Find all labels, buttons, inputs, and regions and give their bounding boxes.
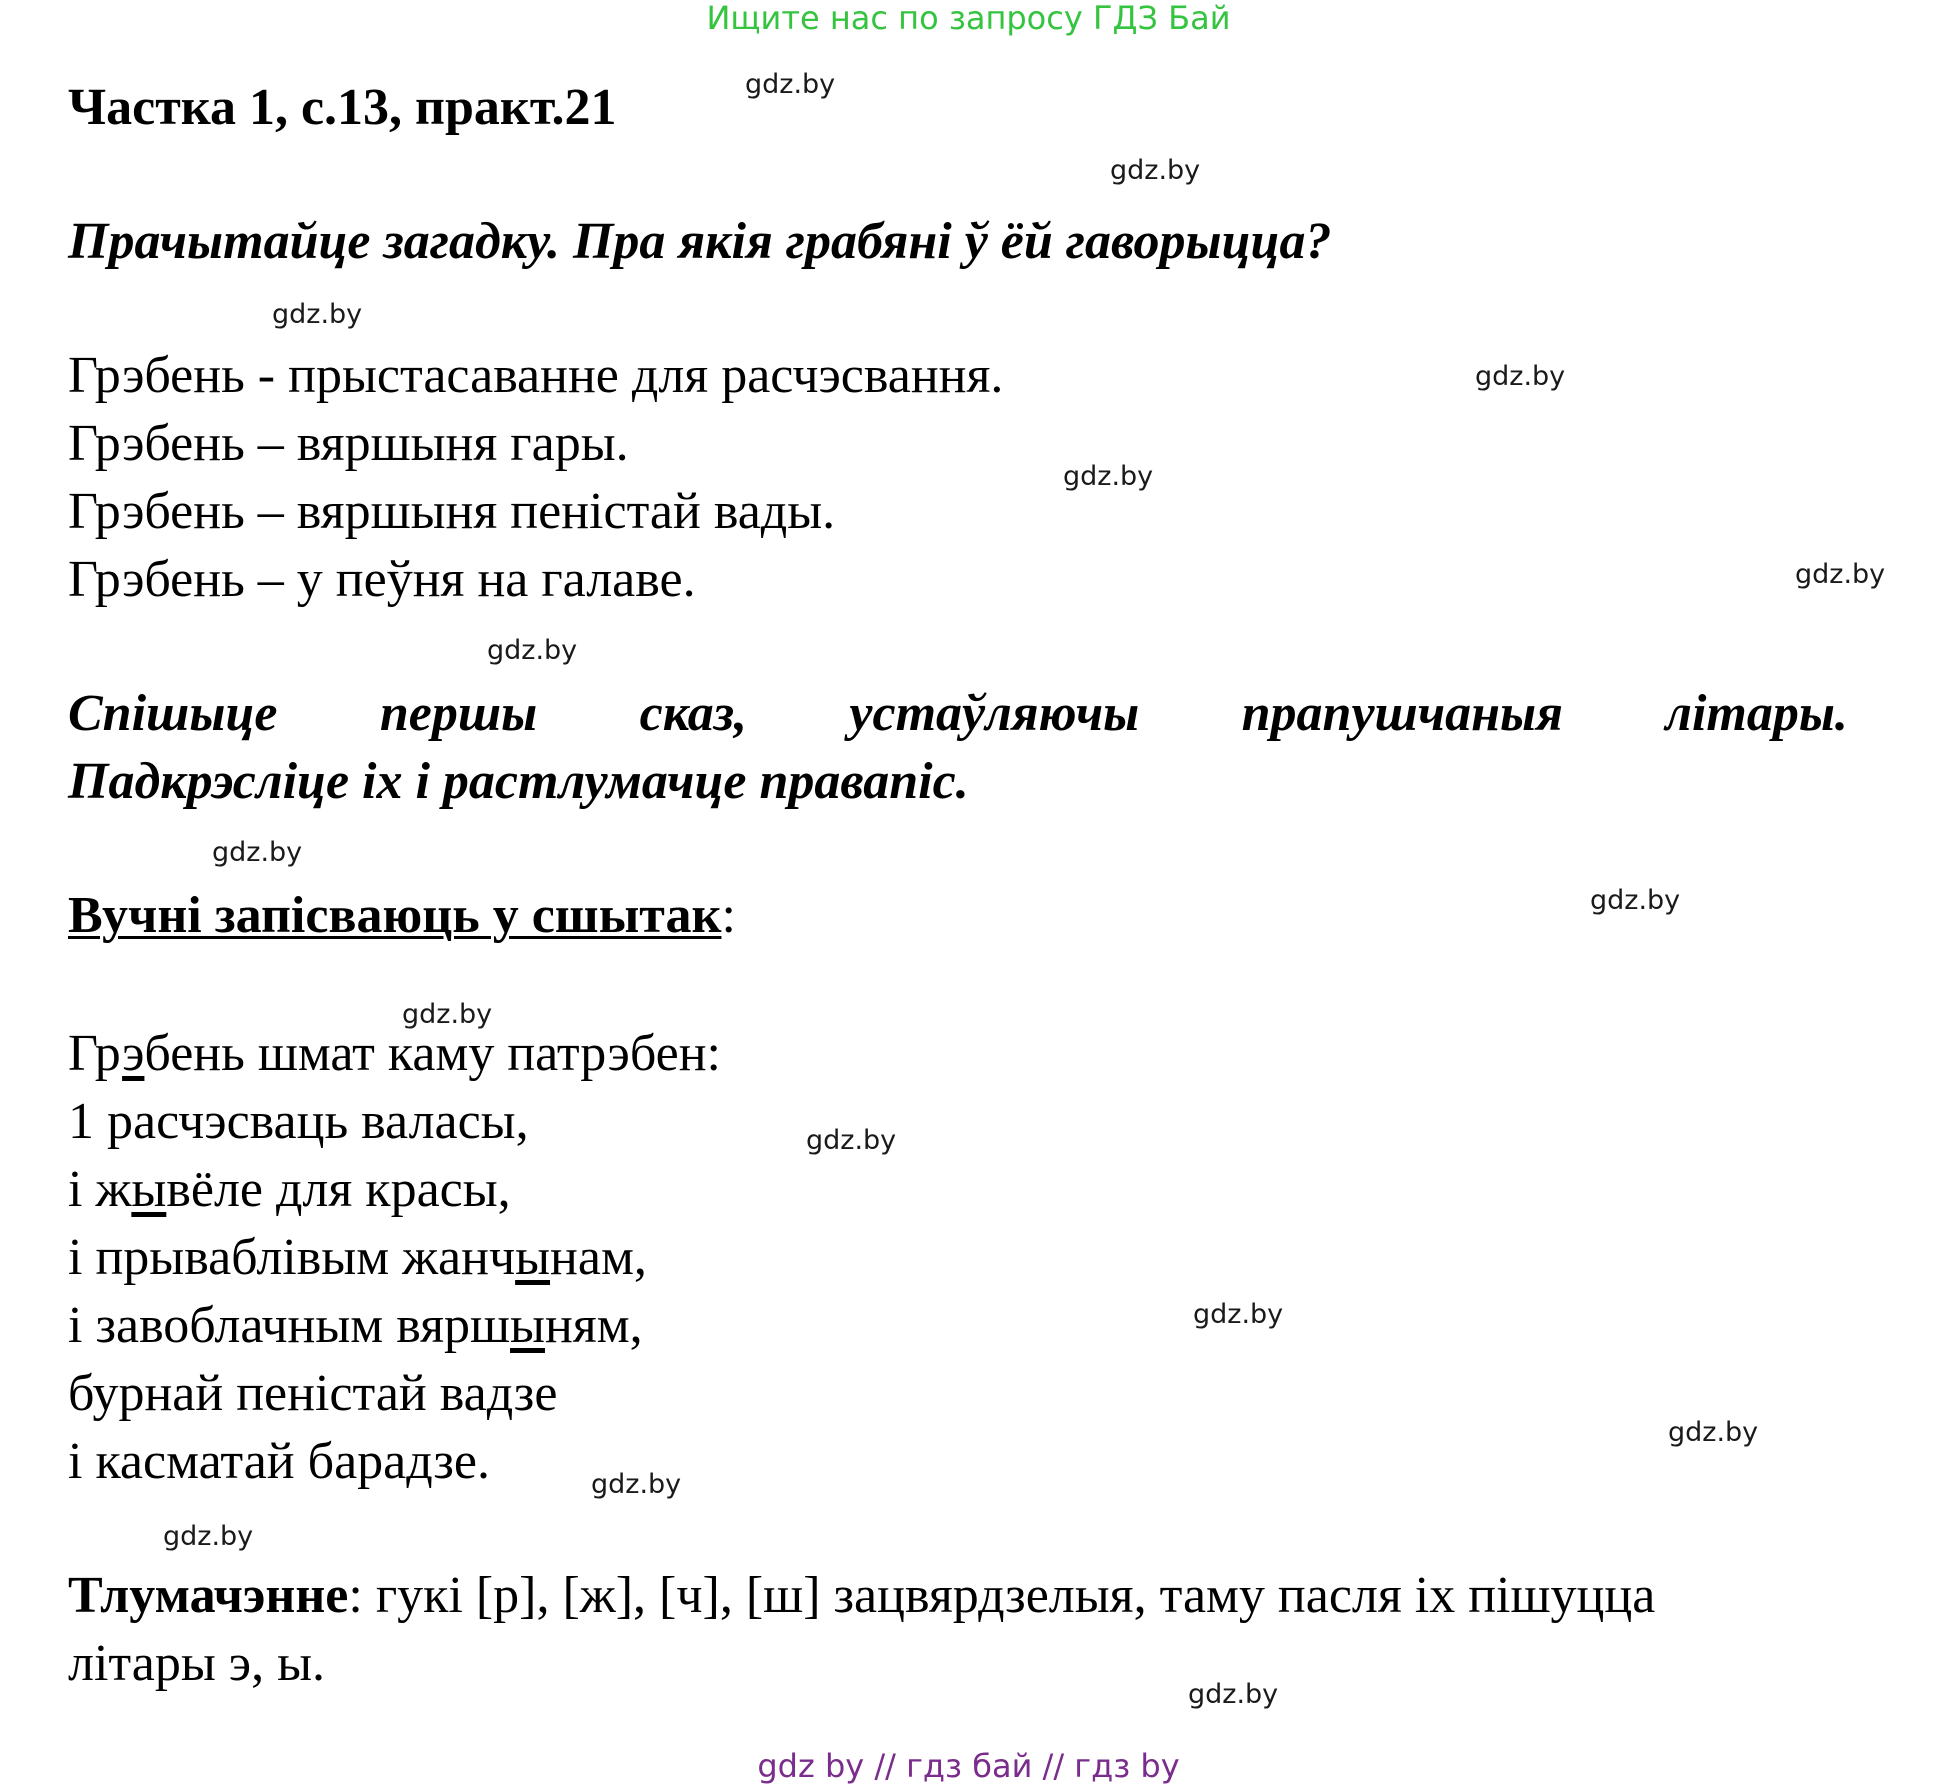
explanation-label: Тлумачэнне bbox=[68, 1567, 349, 1624]
watermark: gdz.by bbox=[1063, 461, 1154, 492]
poem-line-6: бурнай пеністай вадзе bbox=[68, 1365, 558, 1422]
page-title: Частка 1, с.13, практ.21 bbox=[68, 79, 617, 136]
poem-text: нам, bbox=[550, 1229, 647, 1286]
explanation-line-1 bbox=[68, 1566, 1655, 1626]
watermark: gdz.by bbox=[212, 837, 303, 868]
poem-line-2: 1 расчэсваць валасы, bbox=[68, 1093, 529, 1150]
riddle-line-1: Грэбень - прыстасаванне для расчэсвання. bbox=[68, 347, 1004, 404]
watermark: gdz.by bbox=[806, 1125, 897, 1156]
poem-text: бень шмат каму патрэбен: bbox=[144, 1025, 721, 1082]
poem-text: Гр bbox=[68, 1025, 123, 1082]
watermark: gdz.by bbox=[487, 635, 578, 666]
poem-line-4 bbox=[68, 1228, 647, 1288]
poem-text: і прываблівым жанч bbox=[68, 1229, 516, 1286]
underlined-letter: ы bbox=[510, 1297, 545, 1354]
watermark: gdz.by bbox=[1668, 1417, 1759, 1448]
watermark: gdz.by bbox=[745, 69, 836, 100]
section-heading bbox=[68, 886, 736, 946]
explanation-text: : гукі [р], [ж], [ч], [ш] зацвярдзелыя, таму пасля іх пішуцца bbox=[348, 1567, 1656, 1624]
task-2-instruction-line-1 bbox=[68, 684, 1848, 744]
top-banner: Ищите нас по запросу ГДЗ Бай bbox=[706, 0, 1231, 37]
riddle-line-3: Грэбень – вяршыня пеністай вады. bbox=[68, 483, 836, 540]
poem-line-5 bbox=[68, 1296, 643, 1356]
watermark: gdz.by bbox=[1475, 361, 1566, 392]
poem-line-1 bbox=[68, 1024, 721, 1084]
poem-text: і завоблачным вярш bbox=[68, 1297, 511, 1354]
task-1-instruction: Прачытайце загадку. Пра якія грабяні ў ёй гаворыцца? bbox=[68, 213, 1332, 270]
section-heading-colon: : bbox=[721, 887, 736, 944]
explanation-line-2: літары э, ы. bbox=[68, 1635, 326, 1692]
task-2-word: літары. bbox=[1665, 685, 1848, 742]
watermark: gdz.by bbox=[1193, 1299, 1284, 1330]
watermark: gdz.by bbox=[163, 1521, 254, 1552]
underlined-letter: ы bbox=[131, 1161, 167, 1218]
task-2-word: сказ, bbox=[639, 685, 748, 742]
task-2-word: Спішыце bbox=[68, 685, 278, 742]
poem-text: ням, bbox=[544, 1297, 643, 1354]
watermark: gdz.by bbox=[1110, 155, 1201, 186]
riddle-line-4: Грэбень – у пеўня на галаве. bbox=[68, 551, 696, 608]
poem-line-3 bbox=[68, 1160, 511, 1220]
poem-text: і ж bbox=[68, 1161, 132, 1218]
watermark: gdz.by bbox=[402, 999, 493, 1030]
watermark: gdz.by bbox=[591, 1469, 682, 1500]
poem-text: вёле для красы, bbox=[166, 1161, 511, 1218]
watermark: gdz.by bbox=[272, 299, 363, 330]
task-2-word: прапушчаныя bbox=[1241, 685, 1563, 742]
task-2-word: устаўляючы bbox=[849, 685, 1140, 742]
poem-line-7: і касматай барадзе. bbox=[68, 1433, 490, 1490]
underlined-letter: э bbox=[122, 1025, 145, 1082]
watermark: gdz.by bbox=[1590, 885, 1681, 916]
watermark: gdz.by bbox=[1188, 1679, 1279, 1710]
task-2-instruction-line-2: Падкрэсліце іх і растлумачце правапіс. bbox=[68, 753, 969, 810]
footer-links: gdz by // гдз бай // гдз by bbox=[757, 1747, 1180, 1785]
underlined-letter: ы bbox=[515, 1229, 551, 1286]
task-2-word: першы bbox=[379, 685, 538, 742]
watermark: gdz.by bbox=[1795, 559, 1886, 590]
section-heading-text: Вучні запісваюць у сшытак bbox=[68, 887, 722, 944]
riddle-line-2: Грэбень – вяршыня гары. bbox=[68, 415, 629, 472]
